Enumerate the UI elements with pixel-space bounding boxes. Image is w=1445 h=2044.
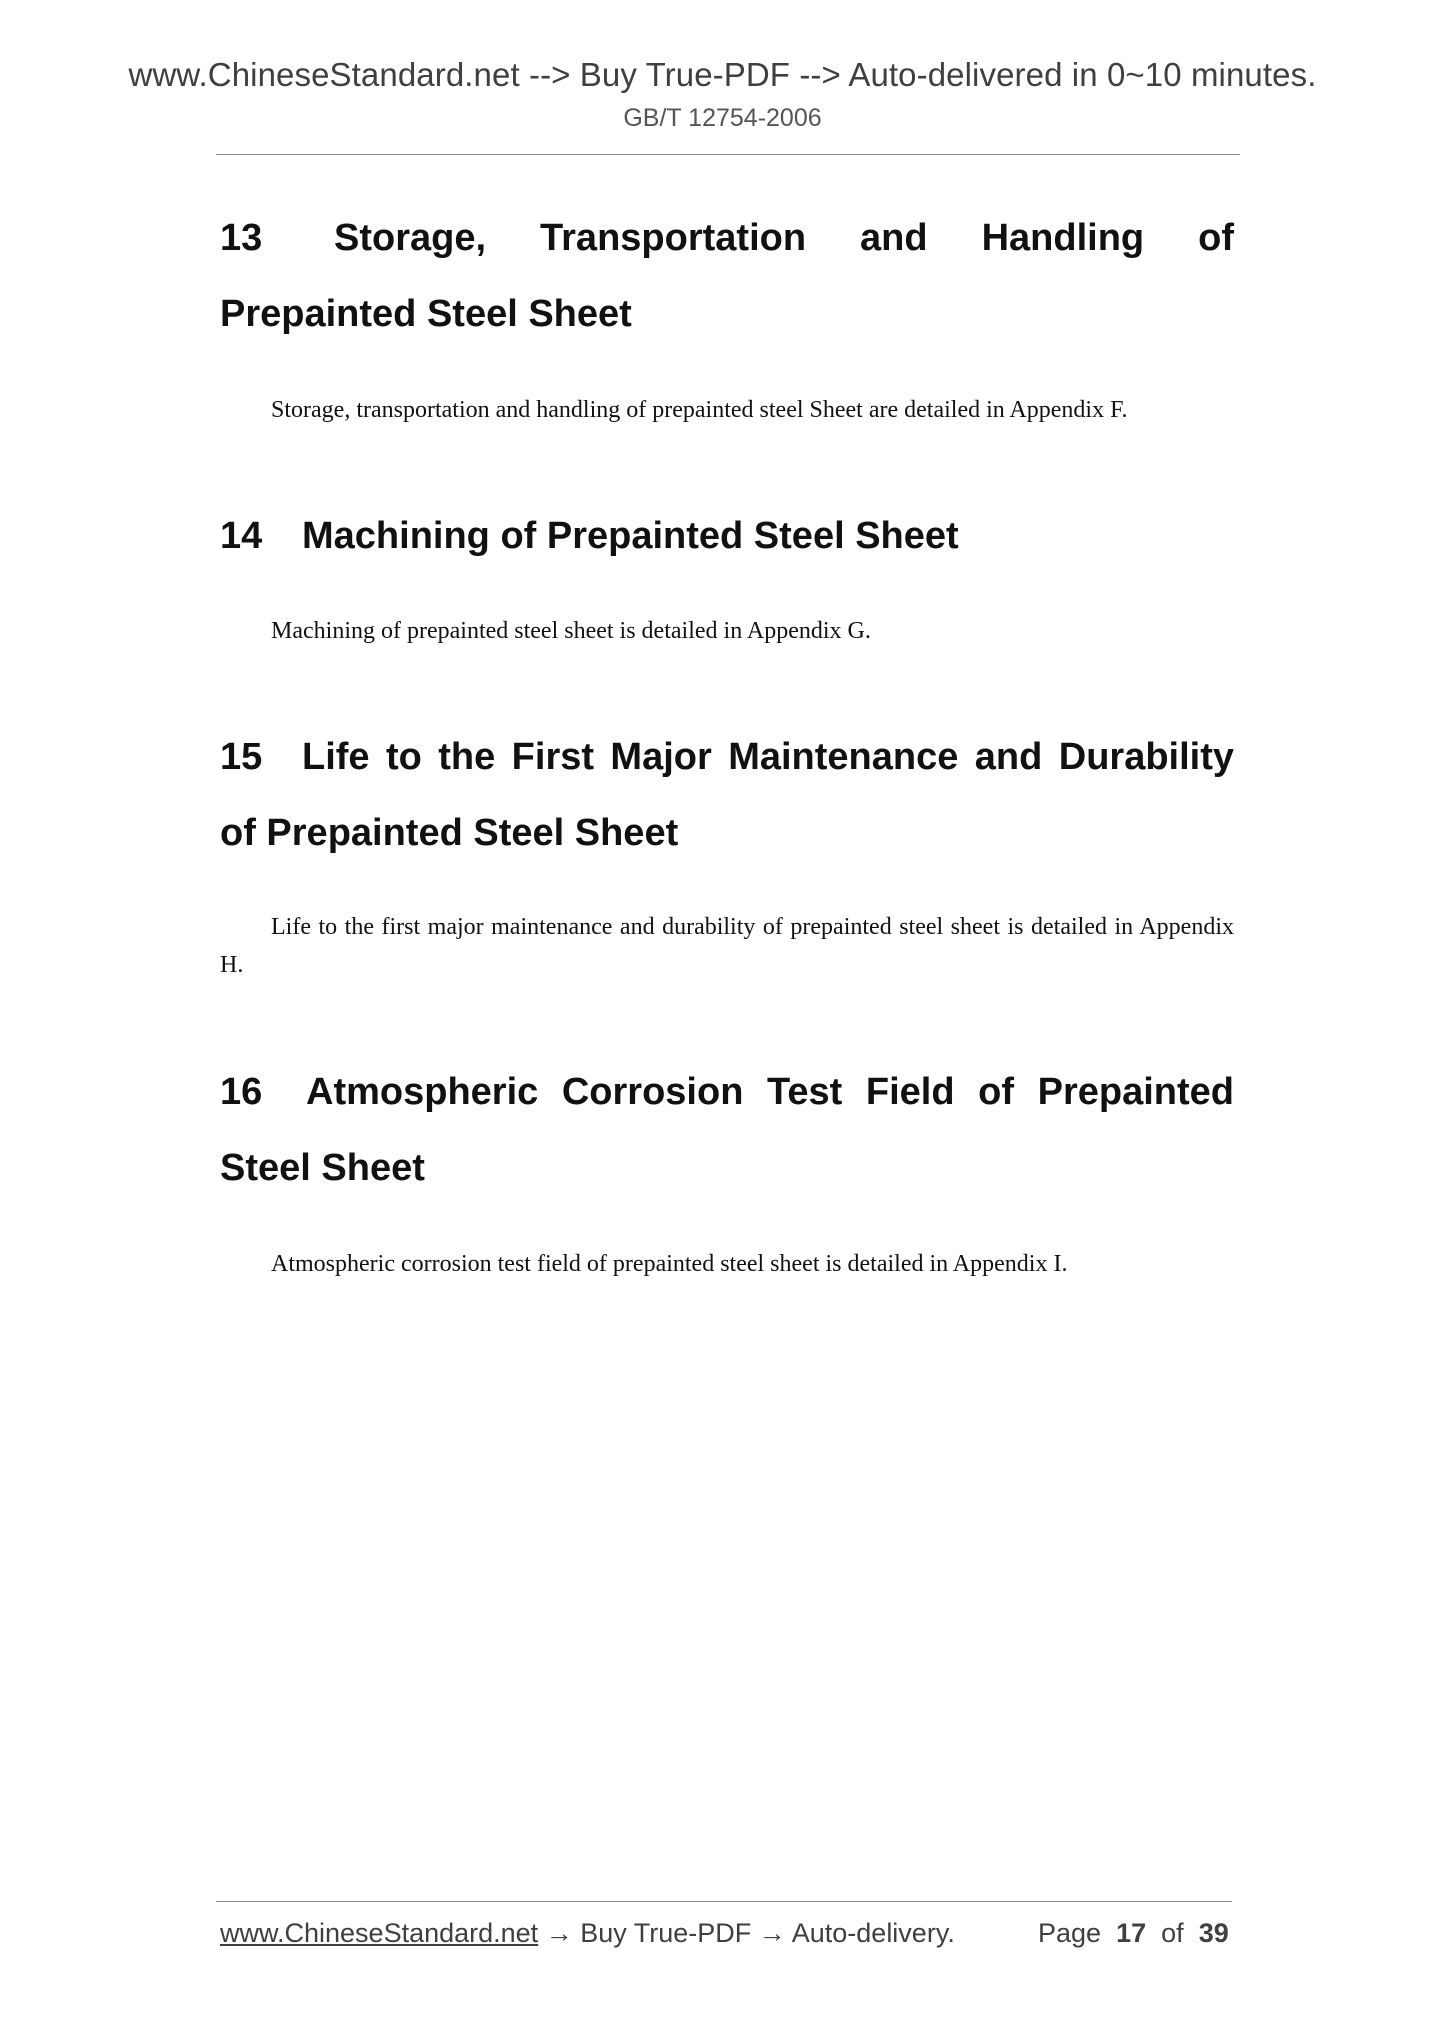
section-13-body: Storage, transportation and handling of prepainted steel Sheet are detailed in Appendix F. (271, 397, 1128, 423)
section-16-number: 16 (220, 1071, 263, 1113)
footer-site-link[interactable]: www.ChineseStandard.net (220, 1918, 539, 1948)
section-14-body: Machining of prepainted steel sheet is detailed in Appendix G. (271, 618, 871, 644)
section-13-heading (220, 200, 1234, 352)
footer-left (220, 1918, 955, 1949)
section-15-number: 15 (220, 736, 263, 778)
footer-tagline: → Buy True-PDF → Auto-delivery. (538, 1918, 955, 1948)
page-total: 39 (1198, 1918, 1229, 1948)
of-label: of (1161, 1918, 1184, 1948)
section-14-number: 14 (220, 515, 263, 557)
section-13-title: Storage, Transportation and Handling of Prepainted Steel Sheet (220, 217, 1234, 335)
section-14-title: Machining of Prepainted Steel Sheet (302, 515, 959, 557)
page-label: Page (1038, 1918, 1102, 1948)
standard-code: GB/T 12754-2006 (623, 104, 822, 132)
section-13-number: 13 (220, 217, 263, 259)
section-16-heading (220, 1054, 1234, 1206)
section-15-body: Life to the first major maintenance and durability of prepainted steel sheet is detailed in Appendix H. (220, 914, 1234, 978)
footer-divider (216, 1901, 1232, 1902)
header-banner: www.ChineseStandard.net --> Buy True-PDF --> Auto-delivered in 0~10 minutes. (128, 56, 1317, 93)
page-current: 17 (1116, 1918, 1147, 1948)
section-16-title: Atmospheric Corrosion Test Field of Prepainted Steel Sheet (220, 1071, 1234, 1189)
section-15-heading (220, 719, 1234, 871)
section-15-title: Life to the First Major Maintenance and Durability of Prepainted Steel Sheet (220, 736, 1234, 854)
section-14-heading (220, 498, 1234, 574)
section-16-body: Atmospheric corrosion test field of prepainted steel sheet is detailed in Appendix I. (271, 1251, 1068, 1277)
header-divider (216, 154, 1240, 155)
page-indicator (1038, 1918, 1229, 1949)
